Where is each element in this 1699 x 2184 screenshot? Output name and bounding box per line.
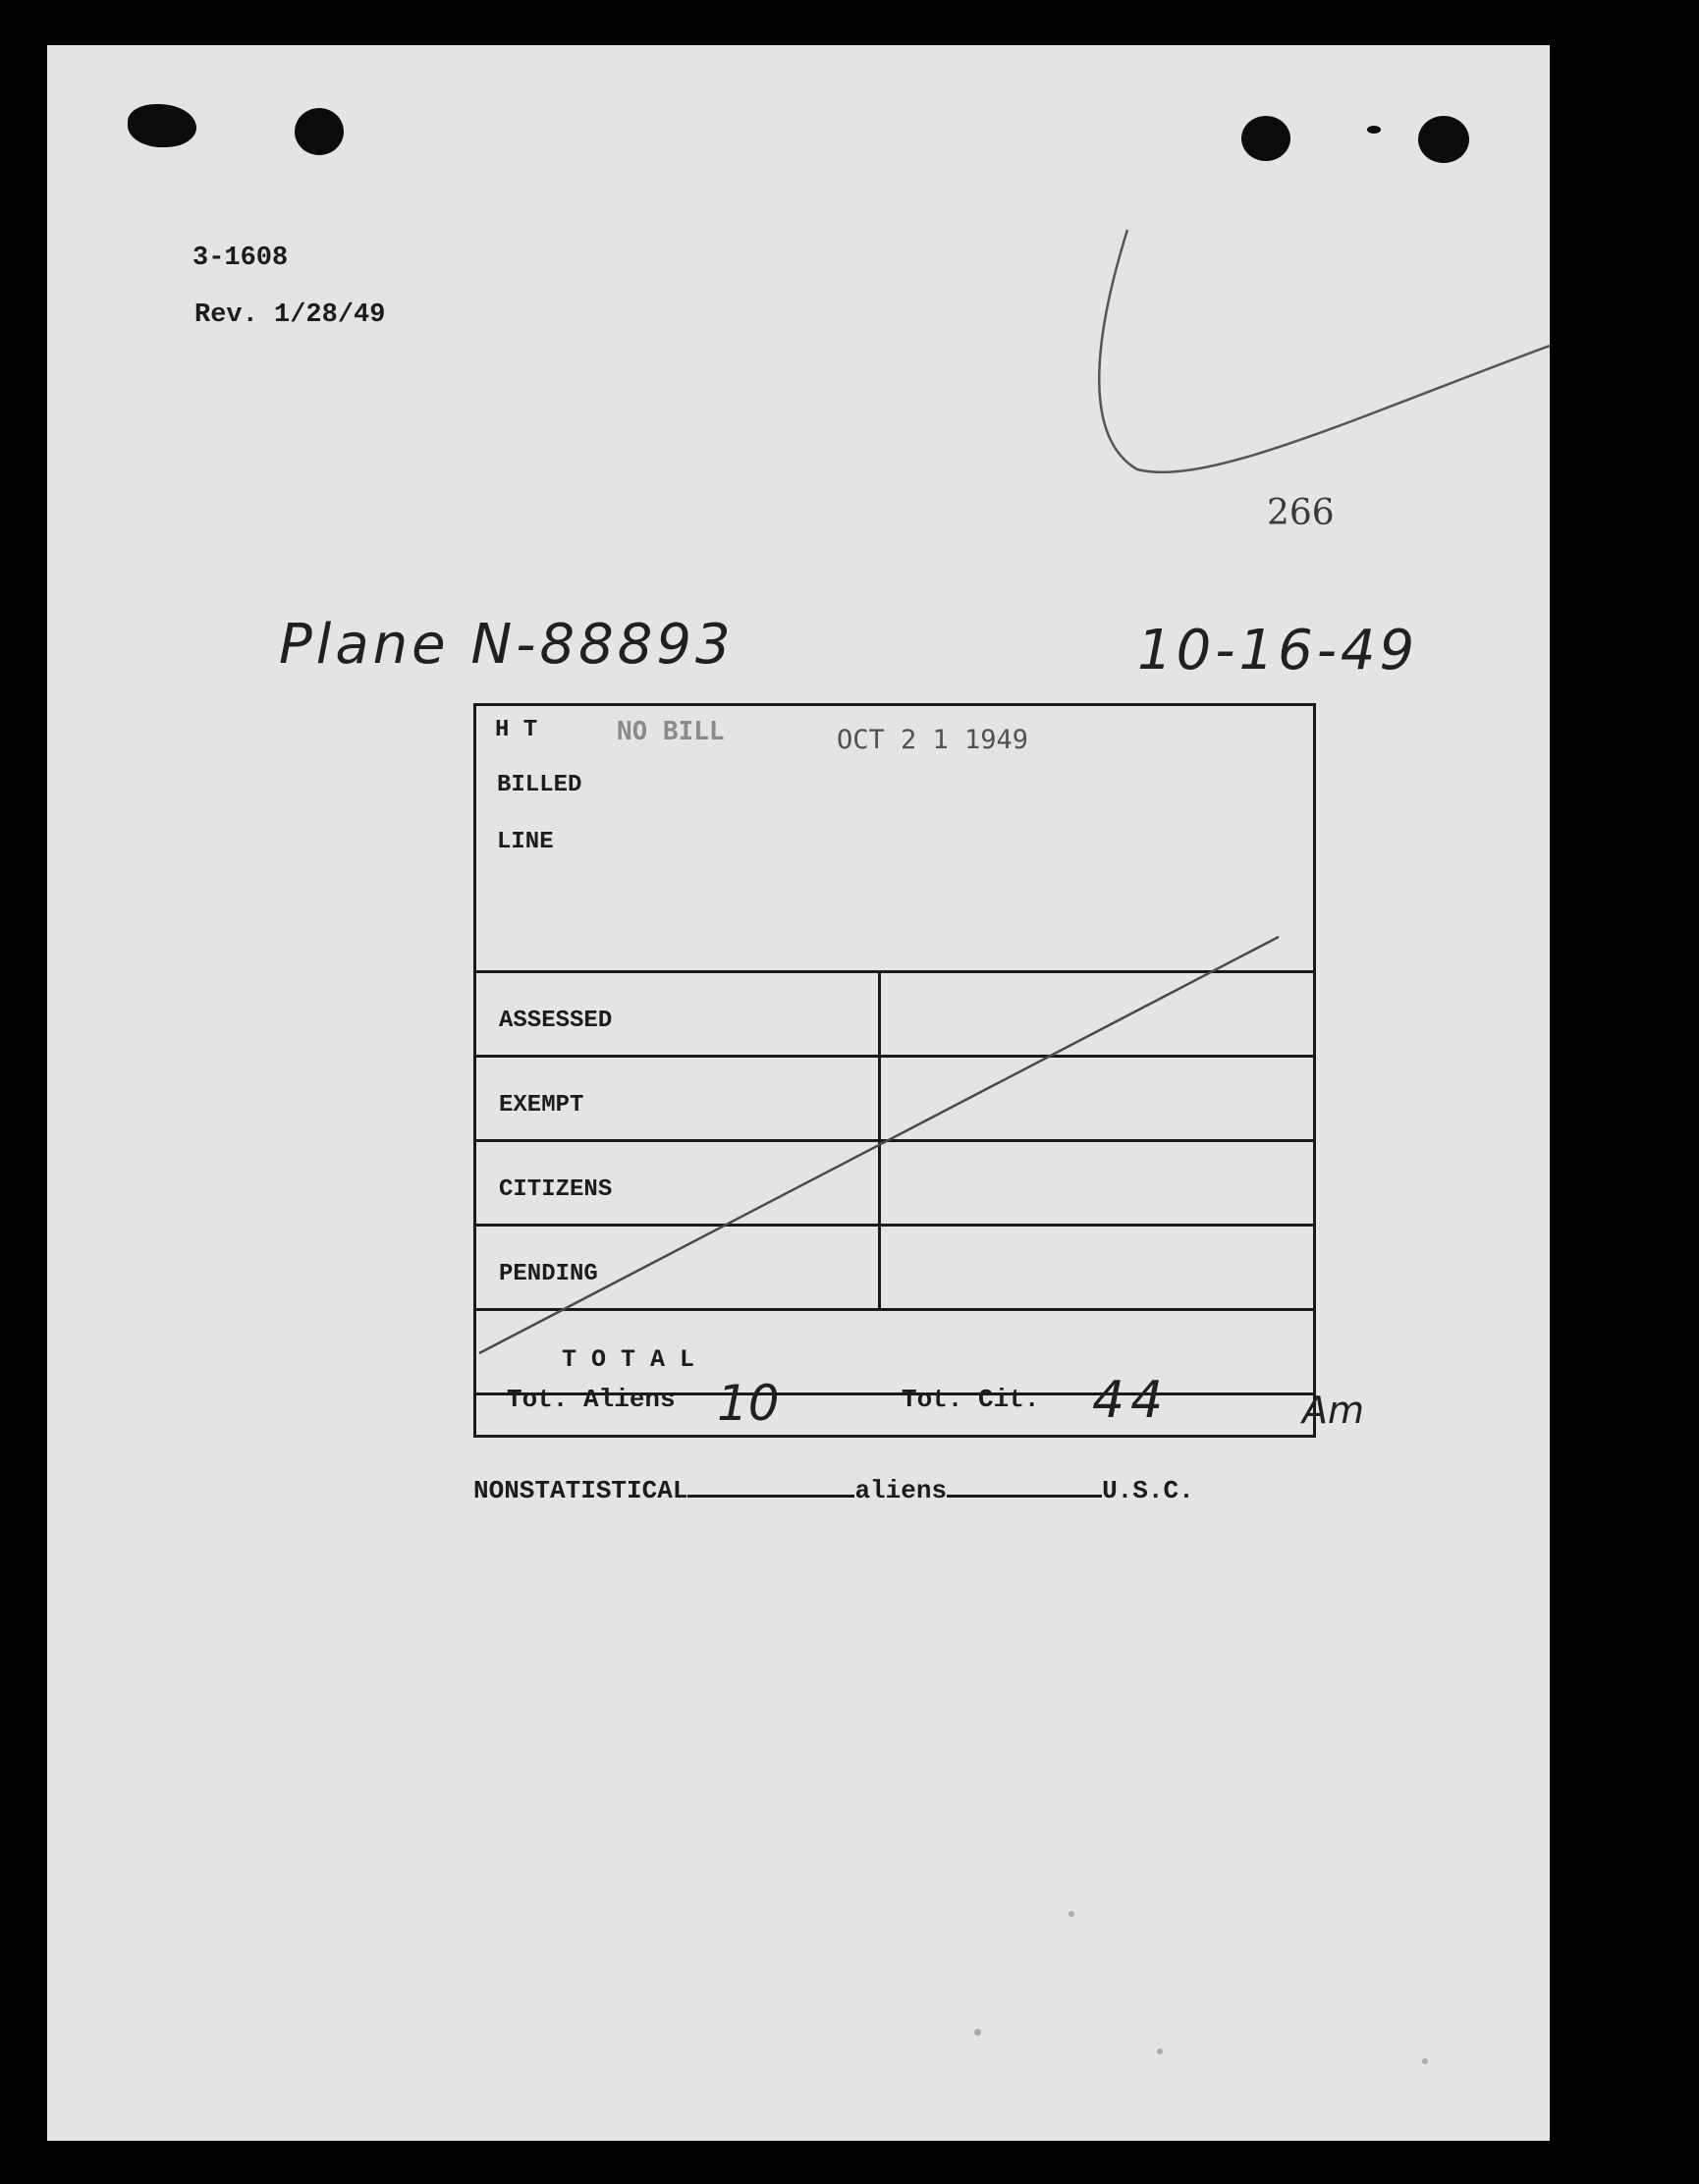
no-bill-stamp: NO BILL	[617, 717, 725, 746]
pencil-strike-line	[47, 45, 1550, 1469]
page-number: 266	[1267, 493, 1335, 533]
ht-label: H T	[495, 717, 538, 743]
total-label: T O T A L	[562, 1345, 695, 1374]
aliens-blank	[687, 1469, 854, 1498]
handwritten-citizens-count: 44	[1092, 1371, 1170, 1430]
form-revision: Rev. 1/28/49	[194, 300, 386, 330]
row-label-pending: PENDING	[499, 1261, 598, 1287]
tot-aliens-label: Tot. Aliens	[507, 1385, 676, 1414]
dust-speck	[1157, 2048, 1163, 2054]
handwritten-aliens-count: 10	[717, 1375, 780, 1432]
dust-speck	[1069, 1911, 1074, 1917]
form-number: 3-1608	[192, 244, 289, 273]
nonstatistical-label: NONSTATISTICAL	[473, 1476, 688, 1505]
usc-blank	[947, 1469, 1102, 1498]
line-label: LINE	[497, 829, 554, 855]
dust-speck	[974, 2029, 981, 2036]
row-label-citizens: CITIZENS	[499, 1176, 613, 1203]
aliens-label: aliens	[854, 1476, 948, 1505]
usc-label: U.S.C.	[1102, 1476, 1194, 1505]
handwritten-plane-number: Plane N-88893	[279, 613, 735, 677]
dust-speck	[1422, 2058, 1428, 2064]
handwritten-initials: Am	[1302, 1389, 1365, 1432]
row-label-exempt: EXEMPT	[499, 1092, 584, 1119]
handwritten-date: 10-16-49	[1137, 619, 1419, 682]
received-date-stamp: OCT 2 1 1949	[837, 725, 1029, 755]
nonstatistical-line	[473, 1469, 1194, 1505]
tot-cit-label: Tot. Cit.	[902, 1385, 1040, 1414]
row-label-assessed: ASSESSED	[499, 1008, 613, 1034]
billed-label: BILLED	[497, 772, 582, 798]
document-page	[47, 45, 1550, 2141]
